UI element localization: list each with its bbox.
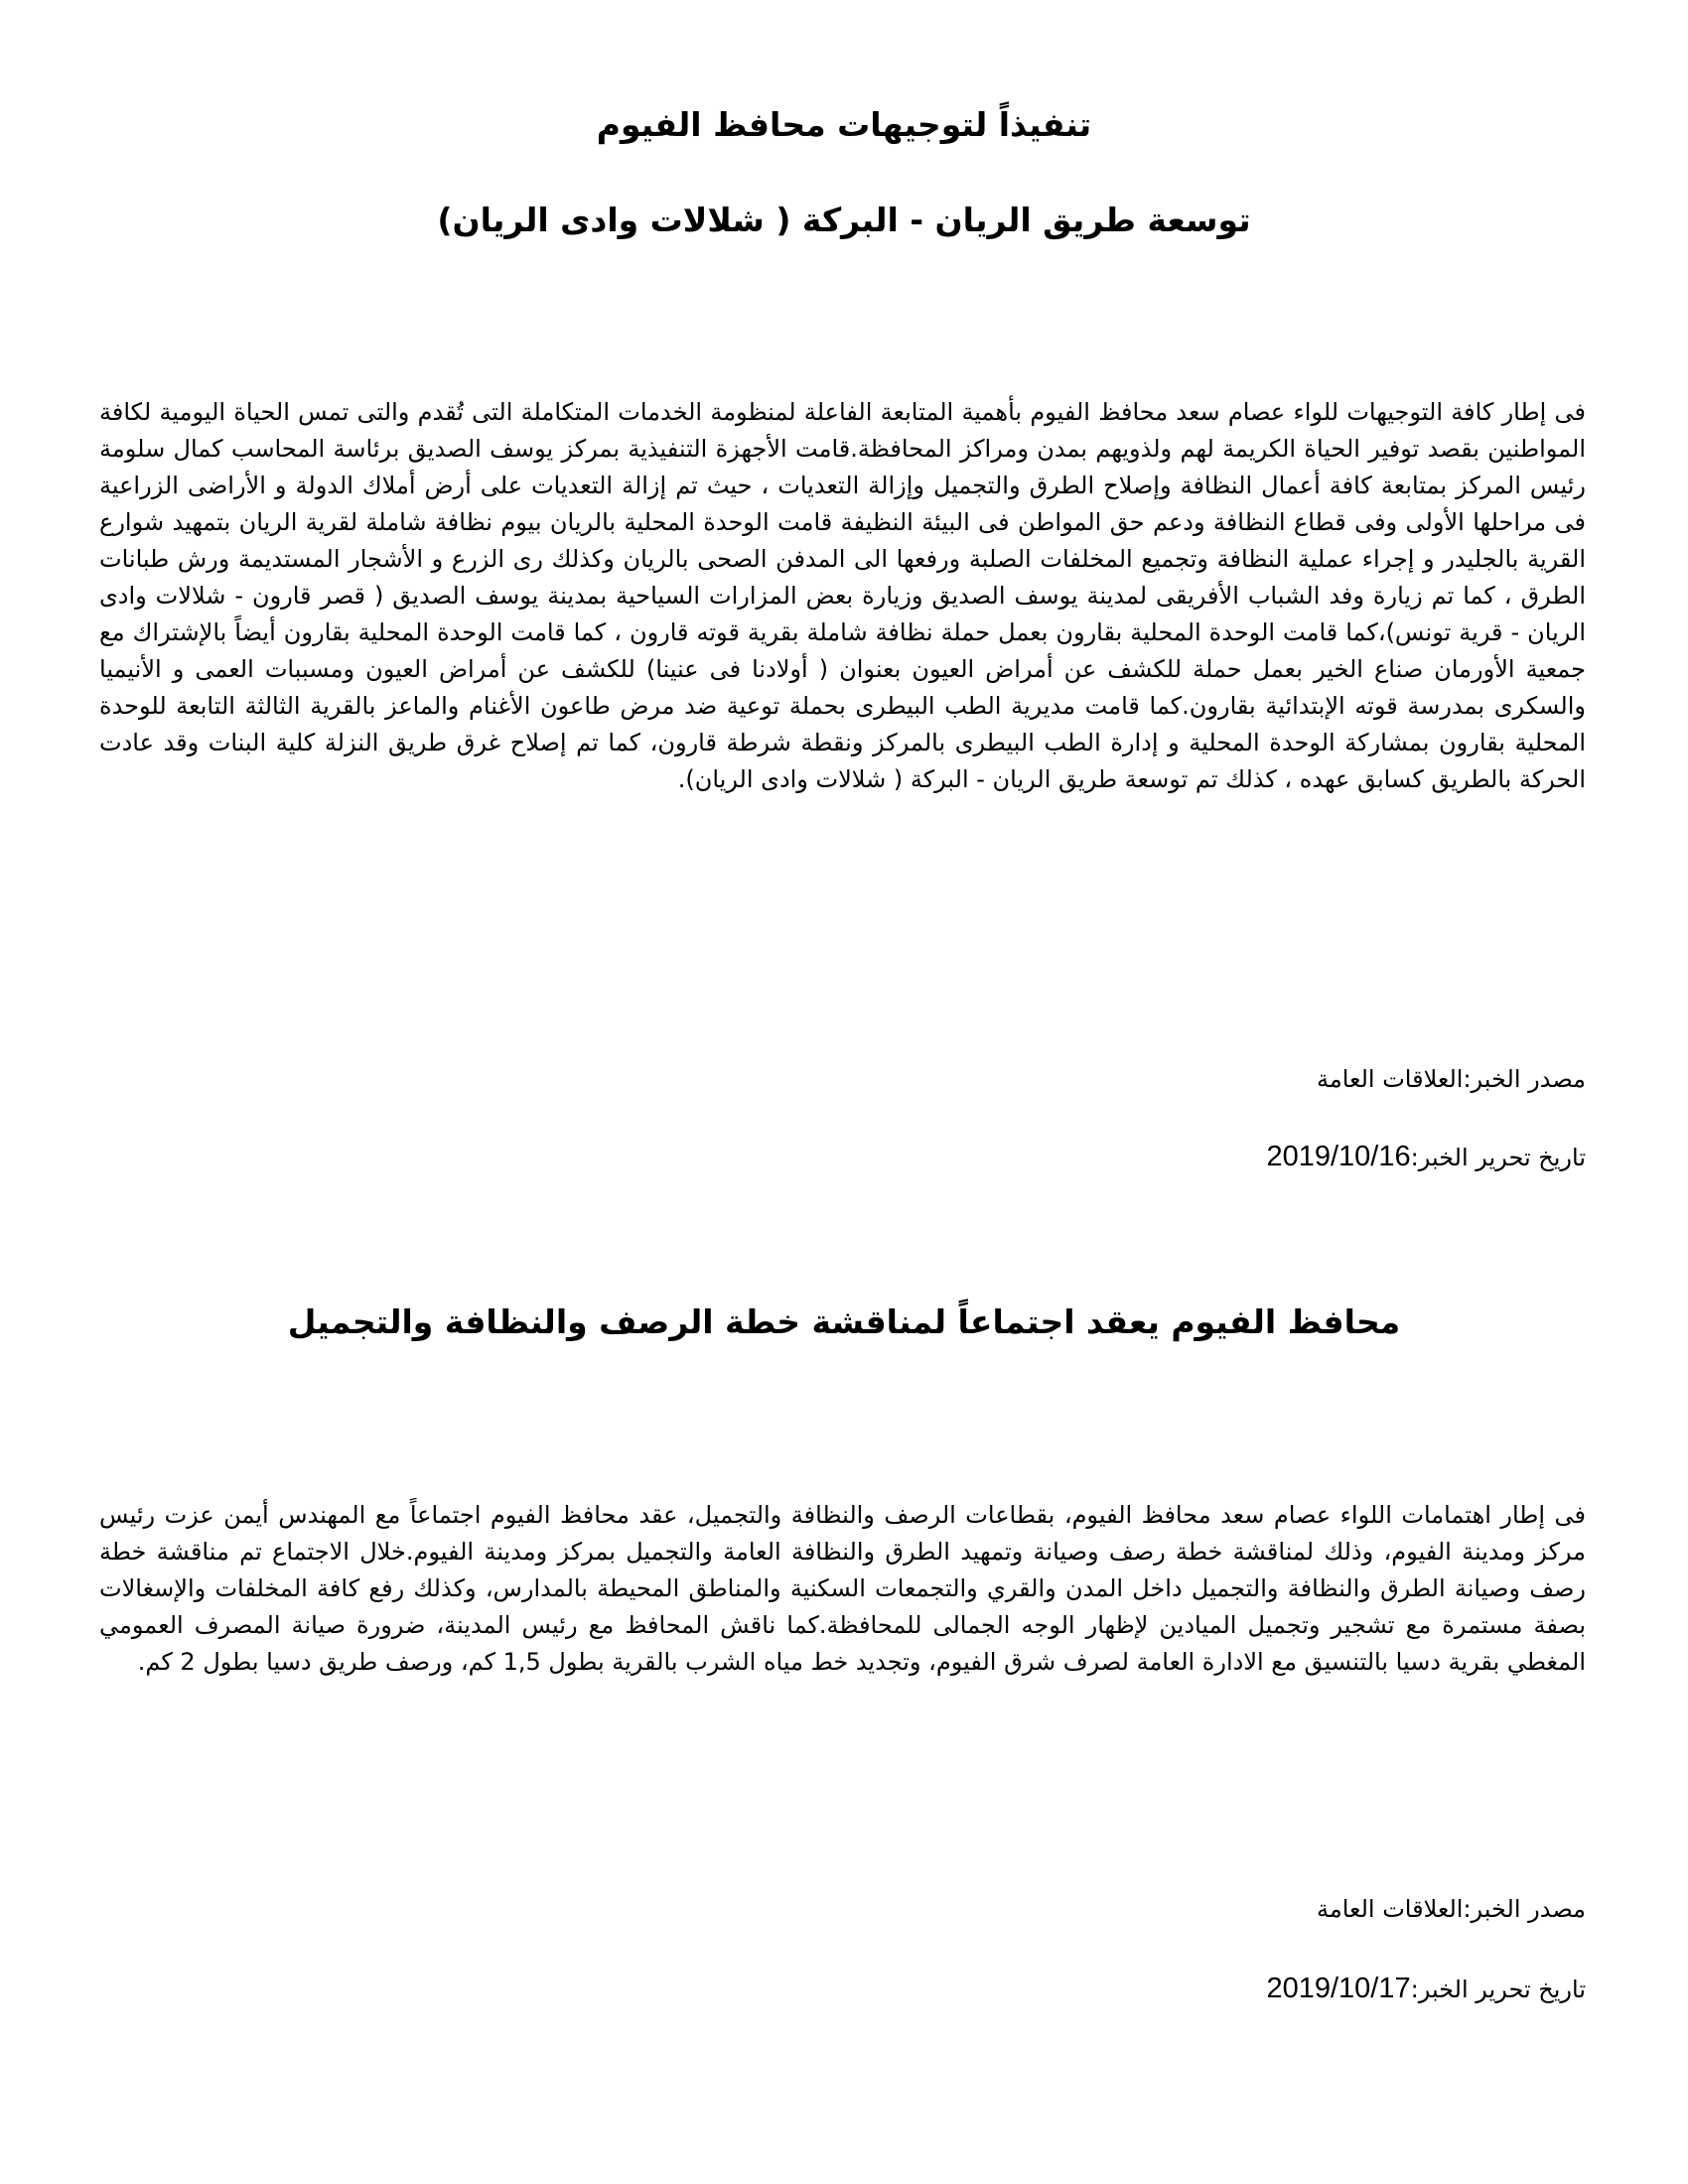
article-2-date-label: تاريخ تحرير الخبر: [1410, 1976, 1586, 2003]
article-1-heading-1: تنفيذاً لتوجيهات محافظ الفيوم [596, 105, 1092, 144]
article-2-heading: محافظ الفيوم يعقد اجتماعاً لمناقشة خطة الرصف والنظافة والتجميل [287, 1302, 1401, 1341]
article-2-date [1266, 1974, 1586, 2004]
article-2-source [1317, 1894, 1586, 1924]
article-2-source-value: العلاقات العامة [1316, 1895, 1464, 1923]
article-1-body: فى إطار كافة التوجيهات للواء عصام سعد محافظ الفيوم بأهمية المتابعة الفاعلة لمنظومة الخدمات المتكاملة التى تُقدم والتى تمس الحياة اليومية لكافة المواطنين بقصد توفير الحياة الكريمة لهم ولذويهم بمدن ومراكز المحافظة.قامت الأجهزة التنفيذية بمركز يوسف الصديق برئاسة المحاسب كمال سلومة رئيس المركز بمتابعة كافة أعمال النظافة وإصلاح الطرق والتجميل وإزالة التعديات ، حيث تم إزالة التعديات على أرض أملاك الدولة و الأراضى الزراعية فى مراحلها الأولى وفى قطاع النظافة ودعم حق المواطن فى البيئة النظيفة قامت الوحدة المحلية بالريان بيوم نظافة شاملة لقرية الريان بتمهيد شوارع القرية بالجليدر و إجراء عملية النظافة وتجميع المخلفات الصلبة ورفعها الى المدفن الصحى بالريان وكذلك رى الزرع و الأشجار المستديمة ورش طبانات الطرق ، كما تم زيارة وفد الشباب الأفريقى لمدينة يوسف الصديق وزيارة بعض المزارات السياحية بمدينة يوسف الصديق ( قصر قارون - شلالات وادى الريان - قرية تونس)،كما قامت الوحدة المحلية بقارون بعمل حملة نظافة شاملة بقرية قوته قارون ، كما قامت الوحدة المحلية بقارون أيضاً بالإشتراك مع جمعية الأورمان صناع الخير بعمل حملة للكشف عن أمراض العيون بعنوان ( أولادنا فى عنينا) للكشف عن أمراض العيون ومسببات العمى و الأنيميا والسكرى بمدرسة قوته الإبتدائية بقارون.كما قامت مديرية الطب البيطرى بحملة توعية ضد مرض طاعون الأغنام والماعز بالقرية الثالثة التابعة للوحدة المحلية بقارون بمشاركة الوحدة المحلية و إدارة الطب البيطرى بالمركز ونقطة شرطة قارون، كما تم إصلاح غرق طريق النزلة كلية البنات وقد عادت الحركة بالطريق كسابق عهده ، كذلك تم توسعة طريق الريان - البركة ( شلالات وادى الريان). [99, 398, 1586, 793]
article-1-source-label: مصدر الخبر: [1463, 1065, 1586, 1093]
article-2-body: فى إطار اهتمامات اللواء عصام سعد محافظ الفيوم، بقطاعات الرصف والنظافة والتجميل، عقد محافظ الفيوم اجتماعاً مع المهندس أيمن عزت رئيس مركز ومدينة الفيوم، وذلك لمناقشة خطة رصف وصيانة وتمهيد الطرق والنظافة العامة والتجميل بمركز ومدينة الفيوم.خلال الاجتماع تم مناقشة خطة رصف وصيانة الطرق والنظافة والتجميل داخل المدن والقري والتجمعات السكنية والمناطق المحيطة بالمدارس، وكذلك رفع كافة المخلفات والإسغالات بصفة مستمرة مع تشجير وتجميل الميادين لإظهار الوجه الجمالى للمحافظة.كما ناقش المحافظ مع رئيس المدينة، ضرورة صيانة المصرف العمومي المغطي بقرية دسيا بالتنسيق مع الادارة العامة لصرف شرق الفيوم، وتجديد خط مياه الشرب بالقرية بطول 1,5 كم، ورصف طريق دسيا بطول 2 كم. [99, 1501, 1586, 1676]
article-1-date-label: تاريخ تحرير الخبر: [1410, 1144, 1586, 1171]
article-1-heading-2: توسعة طريق الريان - البركة ( شلالات وادى الريان) [437, 201, 1251, 239]
article-1-source-value: العلاقات العامة [1316, 1065, 1464, 1093]
article-2-date-value: 2019/10/17 [1266, 1973, 1411, 2004]
article-2-source-label: مصدر الخبر: [1463, 1895, 1586, 1923]
article-1-source [1317, 1064, 1586, 1094]
article-1-date [1266, 1142, 1586, 1172]
article-1-date-value: 2019/10/16 [1266, 1141, 1411, 1172]
